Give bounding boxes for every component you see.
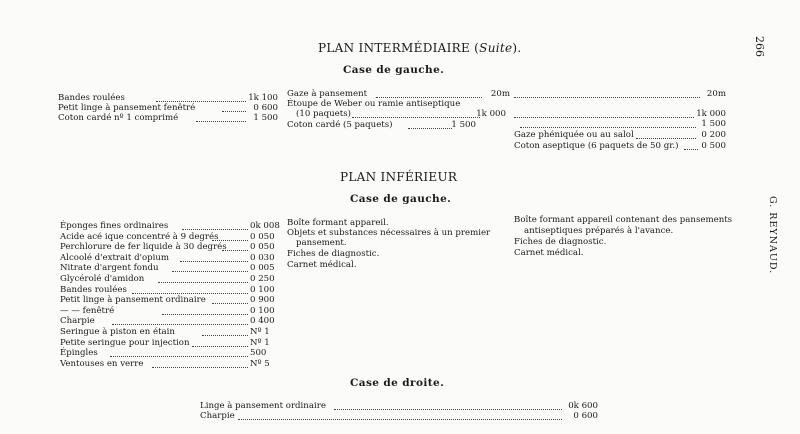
leader-dots (192, 345, 248, 347)
item-value: 0 030 (250, 252, 275, 263)
item-label: (10 paquets) (296, 109, 351, 119)
leader-dots (112, 323, 248, 325)
item-label: Éponges fines ordinaires (60, 221, 169, 231)
item-label: Linge à pansement ordinaire (200, 401, 326, 411)
item-label: Petit linge à pansement ordinaire (60, 295, 206, 306)
leader-dots (132, 292, 248, 294)
item-value: 1 500 (701, 119, 726, 129)
item-value: 0 100 (250, 284, 275, 295)
item-text: Fiches de diagnostic. (287, 249, 380, 259)
item-value: 0 400 (250, 316, 275, 327)
subtitle-case-gauche-2: Case de gauche. (350, 193, 452, 205)
leader-dots (182, 228, 248, 230)
item-value: 20m (490, 89, 510, 99)
leader-dots (520, 126, 696, 128)
item-value: 1k 000 (696, 109, 726, 119)
item-label: Petit linge à pansement fenêtré (58, 103, 196, 113)
leader-dots (212, 239, 248, 241)
item-label: Glycérolé d'amidon (60, 274, 145, 284)
item-value: 0k 600 (568, 401, 598, 411)
item-value: 0 005 (250, 263, 275, 274)
subtitle-case-droite: Case de droite. (350, 377, 445, 389)
item-value: 0 100 (250, 305, 275, 316)
item-value: 500 (250, 348, 267, 359)
leader-dots (222, 249, 248, 251)
item-text: antiseptiques préparés à l'avance. (524, 226, 674, 236)
item-label: Étoupe de Weber ou ramie antiseptique (287, 99, 461, 109)
item-text: pansement. (296, 238, 347, 248)
item-value: 0 900 (250, 295, 275, 306)
item-text: Objets et substances nécessaires à un premier (287, 228, 491, 238)
leader-dots (222, 110, 246, 112)
item-label: Coton aseptique (6 paquets de 50 gr.) (514, 141, 679, 151)
item-label: Perchlorure de fer liquide à 30 degrés (60, 242, 227, 253)
item-label: Gaze à pansement (287, 89, 368, 99)
item-text: Carnet médical. (287, 260, 357, 270)
leader-dots (238, 418, 562, 420)
item-label: Charpie (60, 316, 95, 327)
item-value: 1 500 (451, 120, 476, 130)
item-value: 0 250 (250, 274, 275, 284)
item-value: 0 500 (701, 141, 726, 151)
item-value: Nº 5 (250, 358, 270, 369)
item-label: Bandes roulées (60, 284, 127, 295)
item-label: Bandes roulées (58, 93, 125, 103)
leader-dots (162, 313, 248, 315)
leader-dots (172, 270, 248, 272)
page-number: 266 (753, 36, 766, 57)
item-value: 1k 100 (248, 93, 278, 103)
item-value: 0 050 (250, 231, 275, 242)
leader-dots (152, 366, 248, 368)
item-label: Nitrate d'argent fondu (60, 263, 159, 274)
item-value: 0 050 (250, 242, 275, 253)
item-label: Coton cardé nº 1 comprimé (58, 113, 179, 123)
leader-dots (212, 302, 248, 304)
item-label: Charpie (200, 411, 235, 421)
leader-dots (514, 116, 694, 118)
item-value: 0 600 (573, 411, 598, 421)
item-label: Acide acé ique concentré à 9 degrés (60, 231, 219, 242)
leader-dots (156, 100, 246, 102)
item-label: Gaze phéniquée ou au salol (514, 130, 634, 140)
item-label: — — fenêtré (60, 305, 115, 316)
leader-dots (202, 334, 248, 336)
item-value: 20m (706, 89, 726, 99)
section-title-inferieur: PLAN INFÉRIEUR (340, 170, 458, 184)
leader-dots (352, 116, 480, 118)
leader-dots (158, 281, 248, 283)
item-value: 0k 008 (250, 221, 280, 231)
item-label: Coton cardé (5 paquets) (287, 120, 393, 130)
item-value: 1k 000 (476, 109, 506, 119)
subtitle-case-gauche-1: Case de gauche. (343, 64, 445, 76)
item-text: Fiches de diagnostic. (514, 237, 607, 247)
leader-dots (636, 137, 696, 139)
item-value: Nº 1 (250, 337, 270, 348)
leader-dots (334, 408, 562, 410)
item-label: Ventouses en verre (60, 358, 144, 369)
leader-dots (110, 355, 248, 357)
item-label: Petite seringue pour injection (60, 337, 190, 348)
item-value: Nº 1 (250, 327, 270, 337)
leader-dots (514, 96, 700, 98)
author-side-label: G. REYNAUD. (767, 196, 778, 275)
item-value: 0 200 (701, 130, 726, 140)
leader-dots (408, 127, 452, 129)
item-label: Alcoolé d'extrait d'opium (60, 252, 170, 263)
item-text: Boîte formant appareil contenant des pansements (514, 215, 733, 225)
item-text: Carnet médical. (514, 248, 584, 258)
item-text: Boîte formant appareil. (287, 218, 389, 228)
leader-dots (196, 120, 246, 122)
item-label: Seringue à piston en étain (60, 327, 175, 337)
leader-dots (376, 96, 482, 98)
item-value: 1 500 (253, 113, 278, 123)
item-value: 0 600 (253, 103, 278, 113)
item-label: Épingles (60, 348, 98, 359)
section-title-intermediaire: PLAN INTERMÉDIAIRE (Suite). (318, 41, 522, 55)
leader-dots (180, 260, 248, 262)
